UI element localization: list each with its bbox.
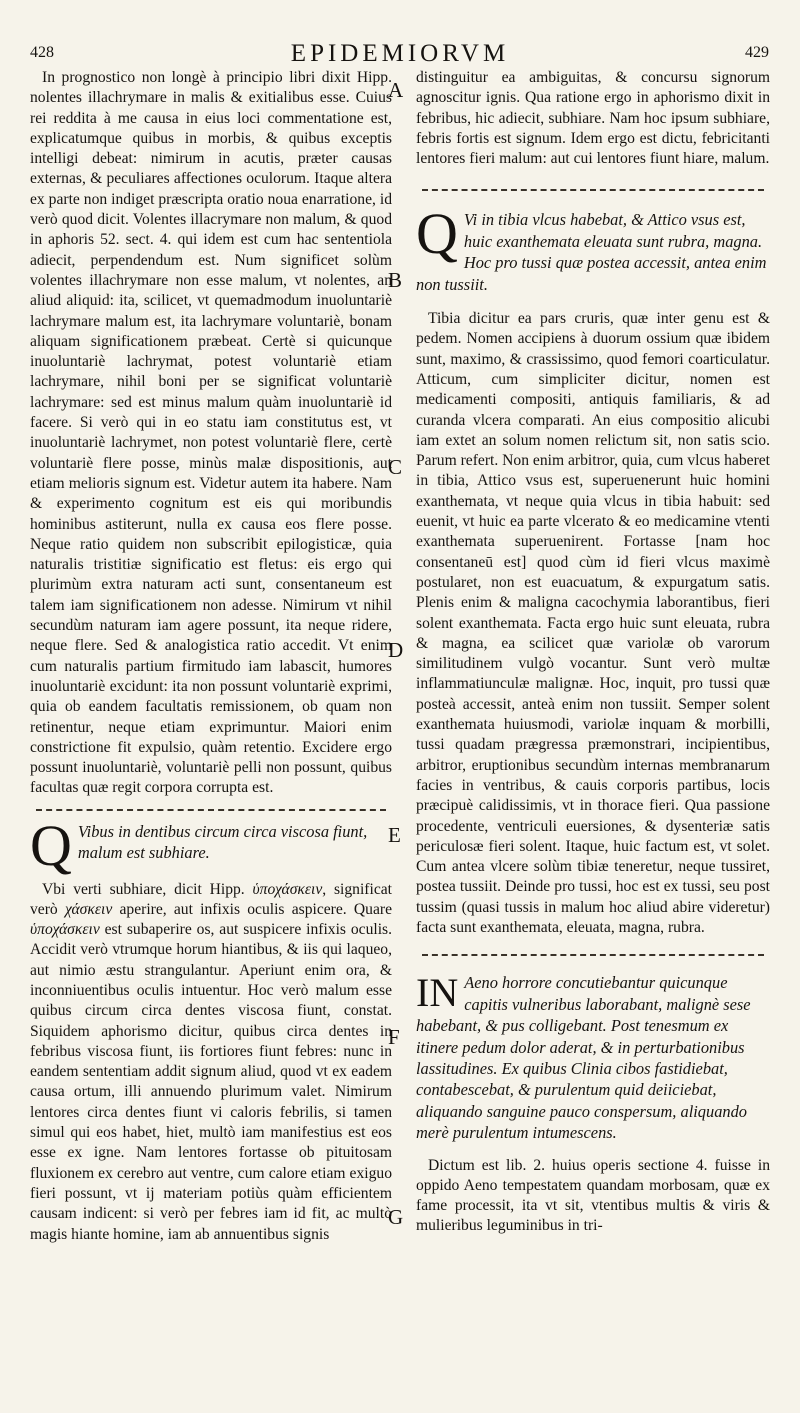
- aphorism-tibia: [416, 201, 770, 295]
- commentary-aeno: Dictum est lib. 2. huius operis sectione 4. fuisse in oppido Aeno tempestatem quandam morbosam, quæ ex fame processit, ita vt sit, vtentibus multis & viris & mulieribus leguminibus in tri-: [416, 1156, 770, 1235]
- section-rule: [422, 189, 764, 191]
- aphorism-aeno-text: Aeno horrore concutiebantur quicunque capitis vulneribus laborabant, malignè sese habebant, & pus colligebant. Post tenesmum ex itinere pedum dolor aderat, & in perturbationibus lassitudines. Ex quibus Clinia cibos fastidiebat, contabescebat, & purulentum quid deiiciebat, aliquando sanguine pauco conspersum, aliquando merè purulentum intumescens.: [416, 973, 751, 1143]
- running-head: EPIDEMIORVM: [290, 40, 510, 67]
- greek-word: ὑποχάσκειν: [252, 880, 323, 898]
- section-rule: [422, 954, 764, 956]
- commentary-teeth-part: , significat verò: [30, 880, 392, 918]
- greek-word: ὑποχάσκειν: [30, 921, 100, 939]
- commentary-prognostic: In prognostico non longè à principio libri dixit Hipp. nolentes illachrymare in malis & exitialibus esse. Cuius rei reddita à me causa in eius loci commentatione est, explicatumque quibus in morbis, & quibus exceptis intelligi debeat: nimirum in acutis, præter causas externas, & peculiares affectiones oculorum. Itaque altera ex parte non indiget præscripta oratio noua enarratione, id verò quod dicit. Volentes illacrymare non malum, & quod in aphoris 52. sect. 4. qui idem est cum hac sententiola adiecit, perpendendum est. Num significet solùm volentes illachrymare non esse malum, vt nolentes, an aliud aliquid: ita, scilicet, vt quemadmodum inuoluntariè lachrymare malum est, ita lachrymare voluntariè, bonam aliquam significationem præbeat. Certè si quicunque inuoluntariè lachrymat, potest voluntariè etiam lachrymare, nihil boni per se significat voluntariè lachrymare: sed est minus malum quàm inuoluntariè id facere. Si verò qui in eo statu iam constitutus est, vt inuoluntariè lachrymet, non potest voluntariè flere, certè voluntariè flere posse, minùs malæ dispositionis, aut etiam melioris signum est. Videtur autem ita habere. Nam & experimento cognitum est eis qui moribundis hominibus astiterunt, nulla ex causa eos flere posse. Neque ratio quidem non subscribit epilogisticæ, quia naturalis tristitiæ significatio est fletus: eis ergo qui plurimùm extra naturam acti sunt, consentaneum est talem iam significationem non adesse. Nimirum vt nihil secundùm naturam iam agere possunt, ita neque ridere, neque flere. Sed & analogistica ratio accedit. Vt enim cum naturalis partium firmitudo iam labascit, humores inuoluntariè excidunt: ita non possunt voluntariè exprimi, quia ob eandem facultatis remissionem, ob quam non retinentur, neque etiam exprimuntur. Maiori enim constrictione fit expulsio, quàm retentio. Excidere ergo possunt inuoluntariè, voluntariè pelli non possunt, quibus facultas quæ regit corpora corrupta est.: [30, 69, 392, 797]
- greek-word: χάσκειν: [64, 900, 113, 918]
- margin-letter-e: E: [388, 823, 401, 847]
- drop-cap: Q: [416, 201, 458, 267]
- commentary-teeth-part: aperire, aut infixis oculis aspicere. Quare: [119, 900, 393, 918]
- page-number-left: 428: [30, 44, 54, 61]
- aphorism-teeth-text: Vibus in dentibus circum circa viscosa fiunt, malum est subhiare.: [77, 821, 368, 863]
- commentary-teeth: [30, 880, 392, 1245]
- commentary-teeth-continued: distinguitur ea ambiguitas, & concursu signorum agnoscitur ignis. Qua ratione ergo in aphorismo dixit in febribus, hic adiecit, subhiare. Nam hoc ipsum subhiare, febris fortis est signum. Idem ergo est dictu, febricitanti lentores fieri malum: aut cui lentores fiunt hiare, malum.: [416, 69, 770, 168]
- right-column: [416, 68, 770, 1237]
- section-rule: [36, 809, 386, 811]
- margin-letter-b: B: [388, 268, 403, 292]
- margin-letter-a: A: [388, 78, 404, 102]
- aphorism-teeth: [30, 812, 392, 878]
- commentary-teeth-part: est subaperire os, aut suspicere infixis oculis. Accidit verò vtrumque horum hiantibus, & iis qui laqueo, aut nimio æstu strangulantur. Aperiunt enim ora, & inconniuentibus oculis intuentur. Hoc verò malum esse quibus circum circa dentes viscosa fiunt, constat. Siquidem aphorismo dicitur, quibus circa dentes in febribus viscosa fiunt, iis fortiores fiunt febres: nunc in eandem sententiam addit signum aliud, quod vt ex eadem causa ortum, illi annuendo plurimum valet. Nimirum lentores circa dentes fiunt vi caloris febrilis, si tamen simul qui eos habet, hiet, multò iam manifestius est eos esse ex igne. Nam lentores fortasse ob pituitosam fluxionem ex cerebro aut ventre, cum calore etiam exiguo fieri possunt, vt ij materiam potiùs quàm efficientem causam indicent: si verò per febres iam id fit, ac multò magis hiante homine, iam ab annuentibus signis: [30, 921, 392, 1243]
- page-number-right: 429: [745, 44, 769, 61]
- commentary-tibia: Tibia dicitur ea pars cruris, quæ inter genu est & pedem. Nomen accipiens à duorum ossium quæ ibidem sunt, maximo, & crassissimo, quod femori coarticulatur. Atticum, cum simpliciter dicitur, nomen est medicamenti compositi, antiquis familiaris, & ad curanda vlcera comparati. An eius compositio alicubi iam extet an solum nomen relictum sit, non satis scio. Parum refert. Non enim arbitror, quia, cum vlcus haberet in tibia, Attico vsus est, superuenerunt huic homini exanthemata, vt neque quia vlcus in tibia habuit: sed euenit, vt huic ea parte vlcerato & eo medicamine vtenti exanthemata superuenirent. Fortasse [nam hoc consentaneū est] quod cùm id fieri vlcus maximè postularet, non est euacuatum, & expurgatum satis. Plenis enim & maligna cacochymia laborantibus, fieri solent exanthemata. Facta ergo huic sunt eleuata, rubra & magna, ea scilicet quæ variolæ ob varorum similitudinem vulgò vocantur. Sunt verò multæ inflammatiunculæ malignæ. Hoc, inquit, pro tussi quæ posteà accessit, anteà enim non tussiit. Semper solent exanthemata huiusmodi, variolæ inquam & morbilli, tussi quadam prægressa præmonstrari, incipientibus, arbitror, eruptionibus secundùm internas membranarum facies in ventribus, & cauis corporis partibus, locis præcipuè calidissimis, vt in thorace fieri. Qua passione procedente, ventriculi euersiones, & dysenteriæ satis periculosæ fieri solent. Itaque, huic factum est, vt solet. Cum antea vlcere solùm tibiæ teneretur, neque tussiret, postea tussiit. Deinde pro tussi, hoc est ex tussi, seu post tussim (quasi tussis in malum hoc aliud abire videretur) facta sunt exanthemata, eleuata, magna, rubra.: [416, 310, 771, 937]
- left-column: [30, 68, 392, 1245]
- margin-letter-g: G: [388, 1205, 404, 1229]
- drop-cap: IN: [416, 970, 459, 1016]
- commentary-teeth-part: Vbi verti subhiare, dicit Hipp.: [42, 880, 245, 898]
- margin-letter-f: F: [388, 1025, 400, 1049]
- margin-letter-d: D: [388, 638, 404, 662]
- drop-cap: Q: [30, 812, 72, 878]
- aphorism-aeno: [416, 972, 770, 1143]
- aphorism-tibia-text: Vi in tibia vlcus habebat, & Attico vsus est, huic exanthemata eleuata sunt rubra, magna. Hoc pro tussi quæ postea accessit, antea enim non tussiit.: [416, 210, 767, 294]
- margin-letter-c: C: [388, 455, 403, 479]
